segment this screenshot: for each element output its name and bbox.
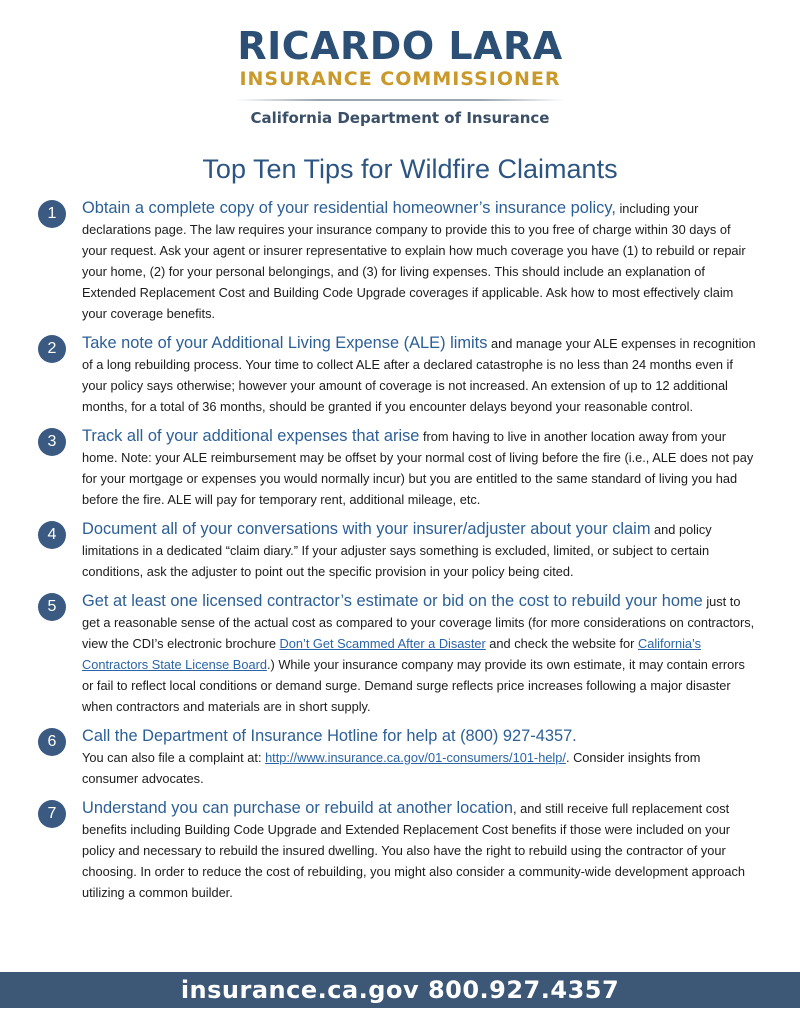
tip-text [82,426,758,510]
tip-body: and policy limitations in a dedicated “claim diary.” If your adjuster says something is excluded, limited, or subject to certain conditions, ask the adjuster to point out the specific provision in your policy being cited. [82,522,712,579]
letterhead [0,26,800,127]
tip-body: just to get a reasonable sense of the actual cost as compared to your coverage limits (for more considerations on contractors, view the CDI’s electronic brochure [82,594,755,651]
tip-heading: Obtain a complete copy of your residential homeowner’s insurance policy, [82,199,616,217]
tip-body: and check the website for [485,636,638,651]
tip-body: .) While your insurance company may provide its own estimate, it may contain errors or fail to reflect local conditions or demand surge. Demand surge reflects price increases following a major disaster when contractors and materials are in short supply. [82,657,745,714]
department-name: California Department of Insurance [250,109,550,127]
tip-text [82,798,758,903]
commissioner-title: INSURANCE COMMISSIONER [239,68,561,90]
tip-text [82,519,758,582]
tip-heading: Call the Department of Insurance Hotline for help at (800) 927-4357. [82,727,577,745]
tip-item [38,198,758,324]
tip-body: You can also file a complaint at: [82,750,266,765]
tips-list [38,198,758,912]
page-title: Top Ten Tips for Wildfire Claimants [202,154,618,184]
brochure-link[interactable]: Don’t Get Scammed After a Disaster [279,636,486,651]
tip-item [38,333,758,417]
tip-text [82,591,758,717]
tip-item [38,519,758,582]
tip-number-badge: 4 [38,521,66,549]
commissioner-name: RICARDO LARA [237,24,563,68]
tip-body: . Consider insights from consumer advocates. [82,750,701,786]
tip-heading: Understand you can purchase or rebuild at another location [82,799,513,817]
tip-number-badge: 2 [38,335,66,363]
tip-item [38,798,758,903]
tip-text [82,333,758,417]
tip-body: from having to live in another location away from your home. Note: your ALE reimbursement may be offset by your normal cost of living before the fire (i.e., ALE does not pay for your mortgage or expenses you would normally incur) but you are entitled to the same standard of living you had before the fire. ALE will pay for temporary rent, additional mileage, etc. [82,429,754,507]
tip-body: including your declarations page. The law requires your insurance company to provide this to you free of charge within 30 days of your request. Ask your agent or insurer representative to explain how much coverage you have (1) to rebuild or repair your home, (2) for your personal belongings, and (3) for living expenses. This should include an explanation of Extended Replacement Cost and Building Code Upgrade coverages if applicable. Ask how to most effectively claim your coverage benefits. [82,201,746,321]
tip-item [38,426,758,510]
tip-text [82,198,758,324]
tip-heading: Get at least one licensed contractor’s estimate or bid on the cost to rebuild your home [82,592,703,610]
tip-heading: Document all of your conversations with your insurer/adjuster about your claim [82,520,651,538]
tip-body: , and still receive full replacement cost benefits including Building Code Upgrade and Extended Replacement Cost benefits if those were included on your policy and necessary to rebuild the insured dwelling. You also have the right to rebuild using the contractor of your choosing. In order to reduce the cost of rebuilding, you might also consider a community-wide development approach utilizing a common builder. [82,801,745,900]
tip-body: and manage your ALE expenses in recognition of a long rebuilding process. Your time to collect ALE after a declared catastrophe is no less than 24 months even if your policy says otherwise; however your amount of coverage is not increased. An extension of up to 12 additional months, for a total of 36 months, should be granted if you encounter delays beyond your reasonable control. [82,336,756,414]
tip-heading: Take note of your Additional Living Expense (ALE) limits [82,334,488,352]
tip-heading: Track all of your additional expenses that arise [82,427,420,445]
cslb-link[interactable]: California’s Contractors State License Board [82,636,702,672]
tip-item [38,591,758,717]
tip-number-badge: 1 [38,200,66,228]
tip-text [82,726,758,789]
tip-item [38,726,758,789]
header-divider [235,99,565,101]
tip-number-badge: 7 [38,800,66,828]
complaint-link[interactable]: http://www.insurance.ca.gov/01-consumers/101-help/ [265,750,566,765]
tip-number-badge: 5 [38,593,66,621]
tip-number-badge: 3 [38,428,66,456]
footer-bar: insurance.ca.gov 800.927.4357 [0,972,800,1008]
tip-number-badge: 6 [38,728,66,756]
